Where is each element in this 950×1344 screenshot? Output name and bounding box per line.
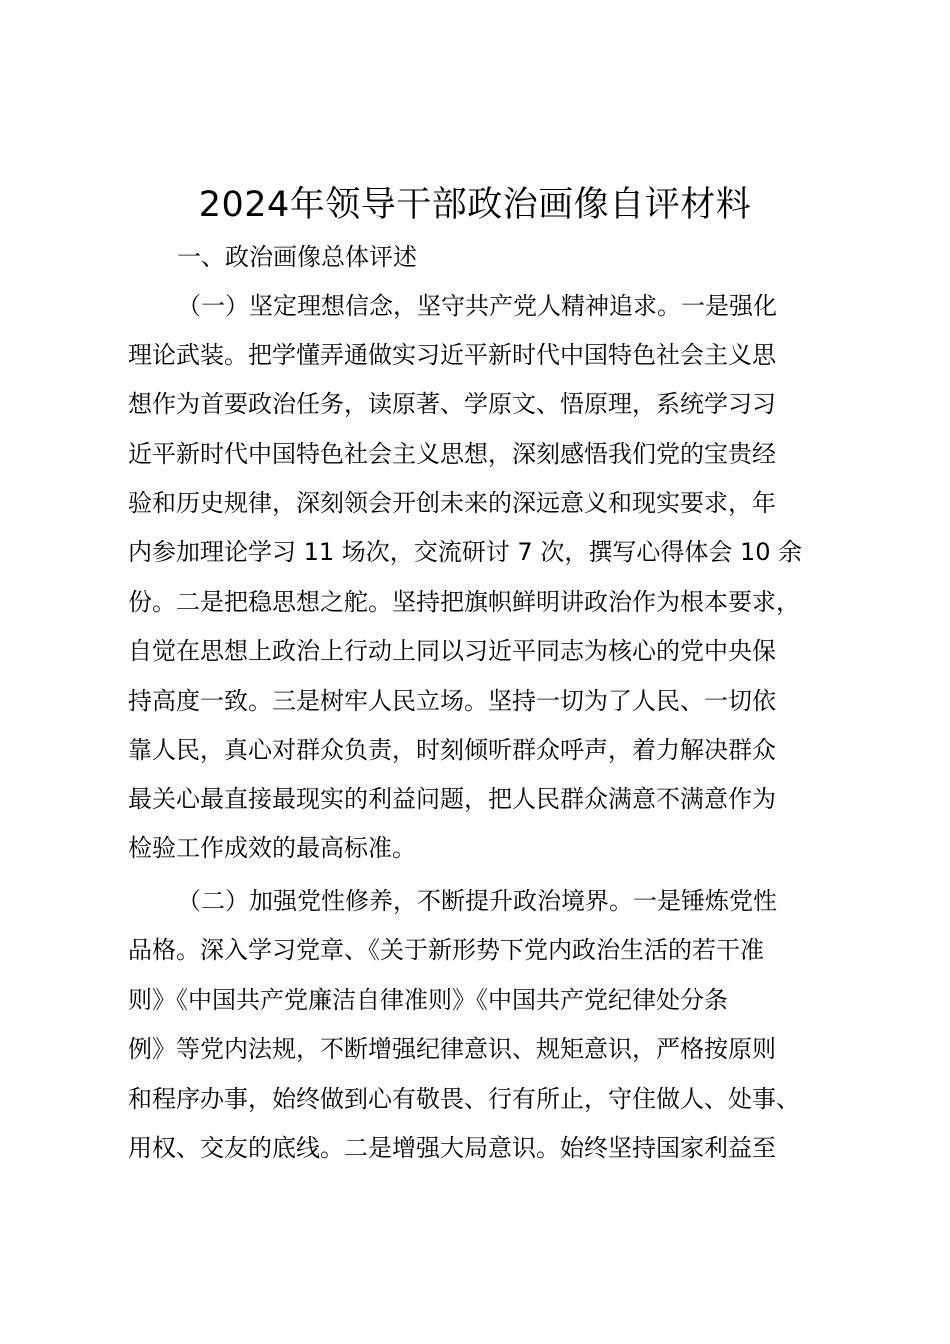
paragraph-line: 内参加理论学习 11 场次，交流研讨 7 次，撰写心得体会 10 余: [128, 538, 803, 566]
paragraph-line: 用权、交友的底线。二是增强大局意识。始终坚持国家利益至: [128, 1134, 776, 1162]
paragraph-line: 品格。深入学习党章、《关于新形势下党内政治生活的若干准: [128, 936, 764, 964]
paragraph-line: 例》等党内法规，不断增强纪律意识、规矩意识，严格按原则: [128, 1035, 776, 1063]
paragraph-line: 想作为首要政治任务，读原著、学原文、悟原理，系统学习习: [128, 390, 776, 418]
paragraph-line: 则》《中国共产党廉洁自律准则》《中国共产党纪律处分条: [128, 986, 728, 1014]
paragraph-line: 持高度一致。三是树牢人民立场。坚持一切为了人民、一切依: [128, 687, 776, 715]
paragraph-line: 近平新时代中国特色社会主义思想，深刻感悟我们党的宝贵经: [128, 440, 776, 468]
paragraph-line: 最关心最直接最现实的利益问题，把人民群众满意不满意作为: [128, 785, 776, 813]
paragraph-line: 检验工作成效的最高标准。: [128, 834, 416, 862]
paragraph-line: 自觉在思想上政治上行动上同以习近平同志为核心的党中央保: [128, 637, 776, 665]
paragraph-line: 理论武装。把学懂弄通做实习近平新时代中国特色社会主义思: [128, 341, 776, 369]
paragraph-line: 验和历史规律，深刻领会开创未来的深远意义和现实要求，年: [128, 489, 776, 517]
document-title: 2024年领导干部政治画像自评材料: [198, 185, 752, 225]
paragraph-line: 份。二是把稳思想之舵。坚持把旗帜鲜明讲政治作为根本要求，: [128, 588, 800, 616]
paragraph-line: （一）坚定理想信念，坚守共产党人精神追求。一是强化: [177, 292, 777, 320]
section-heading: 一、政治画像总体评述: [177, 243, 417, 271]
paragraph-line: 和程序办事，始终做到心有敬畏、行有所止，守住做人、处事、: [128, 1085, 800, 1113]
paragraph-line: （二）加强党性修养，不断提升政治境界。一是锤炼党性: [177, 887, 777, 915]
paragraph-line: 靠人民，真心对群众负责，时刻倾听群众呼声，着力解决群众: [128, 736, 776, 764]
